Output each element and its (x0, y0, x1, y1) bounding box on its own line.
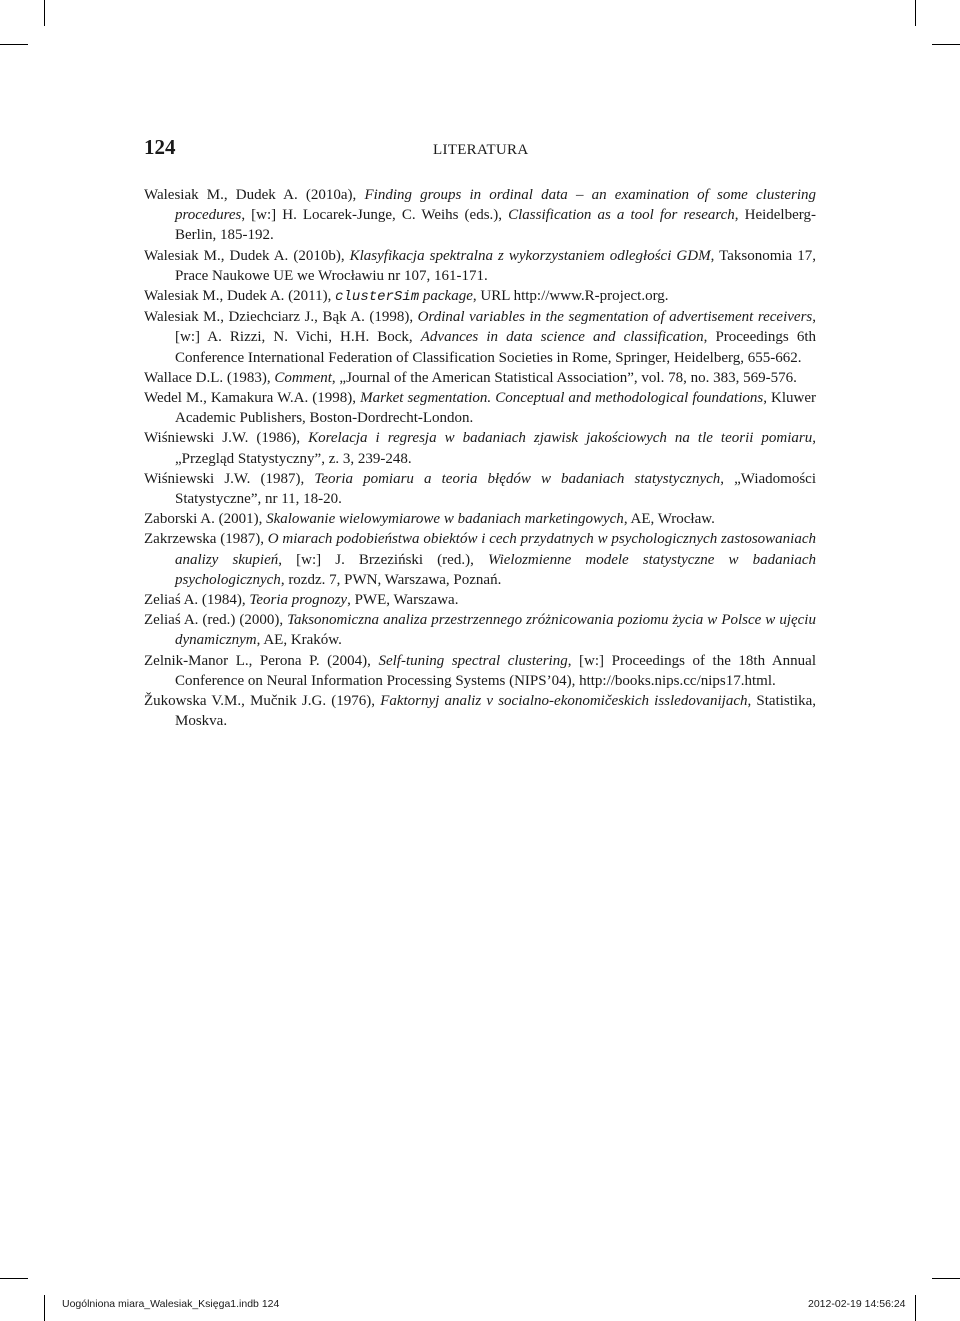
bibliography-entry: Wiśniewski J.W. (1987), Teoria pomiaru a teoria błędów w badaniach statystycznych, „Wiadomości Statystyczne”, nr 11, 18-20. (144, 470, 816, 508)
bibliography-entry: Wallace D.L. (1983), Comment, „Journal of the American Statistical Association”, vol. 78, no. 383, 569-576. (144, 369, 797, 386)
bibliography-entry: Wiśniewski J.W. (1986), Korelacja i regresja w badaniach zjawisk jakościowych na tle teorii pomiaru, „Przegląd Statystyczny”, z. 3, 239-248. (144, 430, 816, 467)
crop-mark (0, 44, 28, 45)
bibliography-entry: Walesiak M., Dudek A. (2011), clusterSim package, URL http://www.R-project.org. (144, 288, 669, 306)
running-head: LITERATURA (433, 142, 529, 158)
page-number: 124 (144, 135, 176, 159)
bibliography-entry: Wedel M., Kamakura W.A. (1998), Market segmentation. Conceptual and methodological foundations, Kluwer Academic Publishers, Boston-Dordrecht-London. (144, 390, 816, 427)
bibliography-entry: Zelnik-Manor L., Perona P. (2004), Self-tuning spectral clustering, [w:] Proceedings of the 18th Annual Conference on Neural Information Processing Systems (NIPS’04), http://books.nips.cc/nips17.html. (144, 652, 816, 689)
print-slug-timestamp: 2012-02-19 14:56:24 (808, 1298, 906, 1310)
bibliography-entry: Zeliaś A. (1984), Teoria prognozy, PWE, Warszawa. (144, 592, 459, 609)
print-slug-file: Uogólniona miara_Walesiak_Księga1.indb 124 (62, 1298, 280, 1310)
bibliography-entry: Zeliaś A. (red.) (2000), Taksonomiczna analiza przestrzennego zróżnicowania poziomu życia w Polsce w ujęciu dynamicznym, AE, Kraków. (144, 612, 816, 649)
crop-mark (915, 0, 916, 26)
crop-mark (932, 1278, 960, 1279)
bibliography-list (144, 185, 816, 731)
bibliography-entry: Walesiak M., Dudek A. (2010a), Finding groups in ordinal data – an examination of some clustering procedures, [w:] H. Locarek-Junge, C. Weihs (eds.), Classification as a tool for research, Heidelberg-Berlin, 185-192. (144, 187, 816, 244)
bibliography-entry: Žukowska V.M., Mučnik J.G. (1976), Faktornyj analiz v socialno-ekonomičeskich issledovanijach, Statistika, Moskva. (144, 693, 816, 730)
bibliography-entry: Walesiak M., Dziechciarz J., Bąk A. (1998), Ordinal variables in the segmentation of advertisement receivers, [w:] A. Rizzi, N. Vichi, H.H. Bock, Advances in data science and classification, Proceedings 6th Conference International Federation of Classification Societies in Rome, Springer, Heidelberg, 655-662. (144, 309, 816, 366)
crop-mark (44, 1295, 45, 1321)
crop-mark (932, 44, 960, 45)
bibliography-entry: Zaborski A. (2001), Skalowanie wielowymiarowe w badaniach marketingowych, AE, Wrocław. (144, 511, 715, 528)
bibliography-entry: Walesiak M., Dudek A. (2010b), Klasyfikacja spektralna z wykorzystaniem odległości GDM, Taksonomia 17, Prace Naukowe UE we Wrocławiu nr 107, 161-171. (144, 247, 816, 284)
crop-mark (44, 0, 45, 26)
crop-mark (0, 1278, 28, 1279)
crop-mark (915, 1295, 916, 1321)
bibliography-entry: Zakrzewska (1987), O miarach podobieństwa obiektów i cech przydatnych w psychologicznych zastosowaniach analizy skupień, [w:] J. Brzeziński (red.), Wielozmienne modele statystyczne w badaniach psychologicznych, rozdz. 7, PWN, Warszawa, Poznań. (144, 531, 816, 588)
